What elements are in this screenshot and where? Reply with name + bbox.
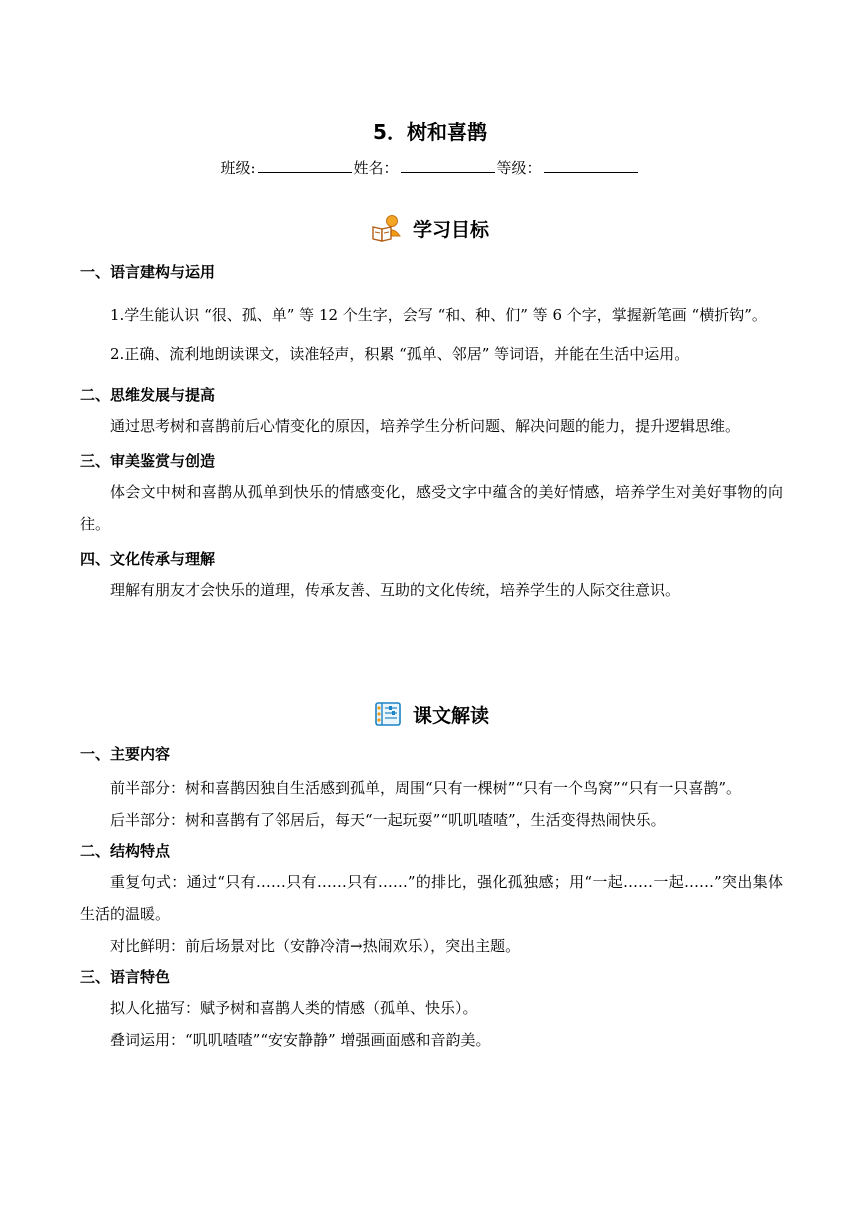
page-title: 5．树和喜鹊 — [373, 120, 487, 144]
group-title: 二、思维发展与提高 — [80, 386, 216, 404]
section-heading-text: 课文解读 — [412, 704, 489, 727]
paragraph: 通过思考树和喜鹊前后心情变化的原因，培养学生分析问题、解决问题的能力，提升逻辑思维。 — [110, 417, 741, 435]
group-title: 二、结构特点 — [80, 842, 171, 860]
class-blank[interactable] — [258, 157, 352, 173]
group-title: 三、语言特色 — [80, 968, 171, 986]
group-title: 四、文化传承与理解 — [80, 550, 216, 568]
abacus-book-icon — [371, 700, 405, 728]
grade-blank[interactable] — [544, 157, 638, 173]
group-title: 一、主要内容 — [80, 745, 171, 763]
reading-person-icon — [371, 214, 405, 242]
grade-label: 等级： — [496, 159, 542, 177]
paragraph: 重复句式：通过“只有……只有……只有……”的排比，强化孤独感；用“一起……一起……”突出集体生活的温暖。 — [80, 873, 783, 923]
paragraph: 叠词运用：“叽叽喳喳”“安安静静” 增强画面感和音韵美。 — [110, 1031, 491, 1049]
paragraph: 体会文中树和喜鹊从孤单到快乐的情感变化，感受文字中蕴含的美好情感，培养学生对美好事物的向往。 — [80, 483, 783, 533]
paragraph: 后半部分：树和喜鹊有了邻居后，每天“一起玩耍”“叽叽喳喳”，生活变得热闹快乐。 — [110, 811, 666, 829]
group-title: 三、审美鉴赏与创造 — [80, 452, 216, 470]
student-info-line — [0, 157, 860, 178]
paragraph: 2.正确、流利地朗读课文，读准轻声，积累 “孤单、邻居” 等词语，并能在生活中运用。 — [110, 345, 690, 363]
name-blank[interactable] — [401, 157, 495, 173]
reading-content — [80, 742, 783, 1056]
paragraph: 1.学生能认识 “很、孤、单” 等 12 个生字，会写 “和、种、们” 等 6 个字，掌握新笔画 “横折钩”。 — [110, 306, 767, 324]
section-heading-reading — [0, 700, 860, 728]
goals-content — [80, 262, 783, 606]
name-label: 姓名： — [353, 159, 399, 177]
group-title: 一、语言建构与运用 — [80, 263, 216, 281]
class-label: 班级: — [220, 159, 256, 177]
section-heading-text: 学习目标 — [412, 218, 489, 241]
paragraph: 拟人化描写：赋予树和喜鹊人类的情感（孤单、快乐）。 — [110, 999, 478, 1017]
paragraph: 对比鲜明：前后场景对比（安静冷清→热闹欢乐），突出主题。 — [110, 937, 521, 955]
paragraph: 前半部分：树和喜鹊因独自生活感到孤单，周围“只有一棵树”“只有一个鸟窝”“只有一只喜鹊”。 — [110, 779, 742, 797]
paragraph: 理解有朋友才会快乐的道理，传承友善、互助的文化传统，培养学生的人际交往意识。 — [110, 581, 681, 599]
section-heading-goals — [0, 214, 860, 242]
